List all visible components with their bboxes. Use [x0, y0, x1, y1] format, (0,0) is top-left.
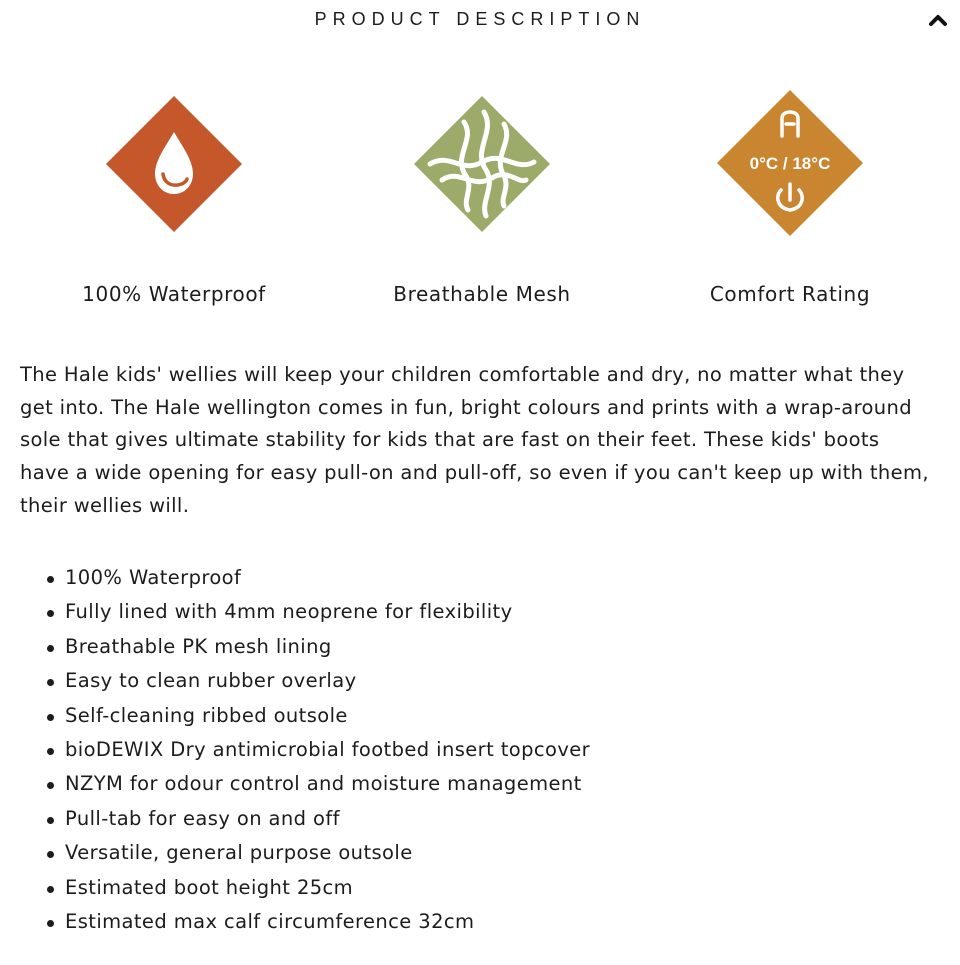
feature-label: 100% Waterproof	[82, 282, 266, 306]
chevron-up-icon[interactable]	[924, 8, 952, 32]
feature-badges	[0, 94, 960, 324]
list-item: Self-cleaning ribbed outsole	[46, 699, 926, 733]
feature-comfort-rating	[640, 94, 940, 324]
list-item: Pull-tab for easy on and off	[46, 802, 926, 836]
list-item: Fully lined with 4mm neoprene for flexibility	[46, 595, 926, 629]
feature-breathable-mesh	[332, 94, 632, 324]
water-drop-icon	[104, 94, 244, 234]
list-item: Estimated max calf circumference 32cm	[46, 905, 926, 939]
list-item: 100% Waterproof	[46, 561, 926, 595]
feature-waterproof	[24, 94, 324, 324]
mesh-weave-icon	[412, 94, 552, 234]
comfort-rating-text: 0°C / 18°C	[749, 154, 831, 173]
feature-label: Breathable Mesh	[393, 282, 571, 306]
thermometer-icon	[715, 88, 865, 238]
list-item: Easy to clean rubber overlay	[46, 664, 926, 698]
list-item: Versatile, general purpose outsole	[46, 836, 926, 870]
list-item: Estimated boot height 25cm	[46, 871, 926, 905]
list-item: Breathable PK mesh lining	[46, 630, 926, 664]
section-title: PRODUCT DESCRIPTION	[314, 9, 646, 29]
product-features-list	[46, 561, 926, 939]
product-description-header[interactable]	[0, 0, 960, 40]
list-item: NZYM for odour control and moisture management	[46, 767, 926, 801]
product-description-text: The Hale kids' wellies will keep your children comfortable and dry, no matter what they get into. The Hale wellington comes in fun, bright colours and prints with a wrap-around sole that gives ultimate stability for kids that are fast on their feet. These kids' boots have a wide opening for easy pull-on and pull-off, so even if you can't keep up with them, their wellies will.	[20, 363, 929, 517]
feature-label: Comfort Rating	[709, 282, 871, 306]
list-item: bioDEWIX Dry antimicrobial footbed insert topcover	[46, 733, 926, 767]
